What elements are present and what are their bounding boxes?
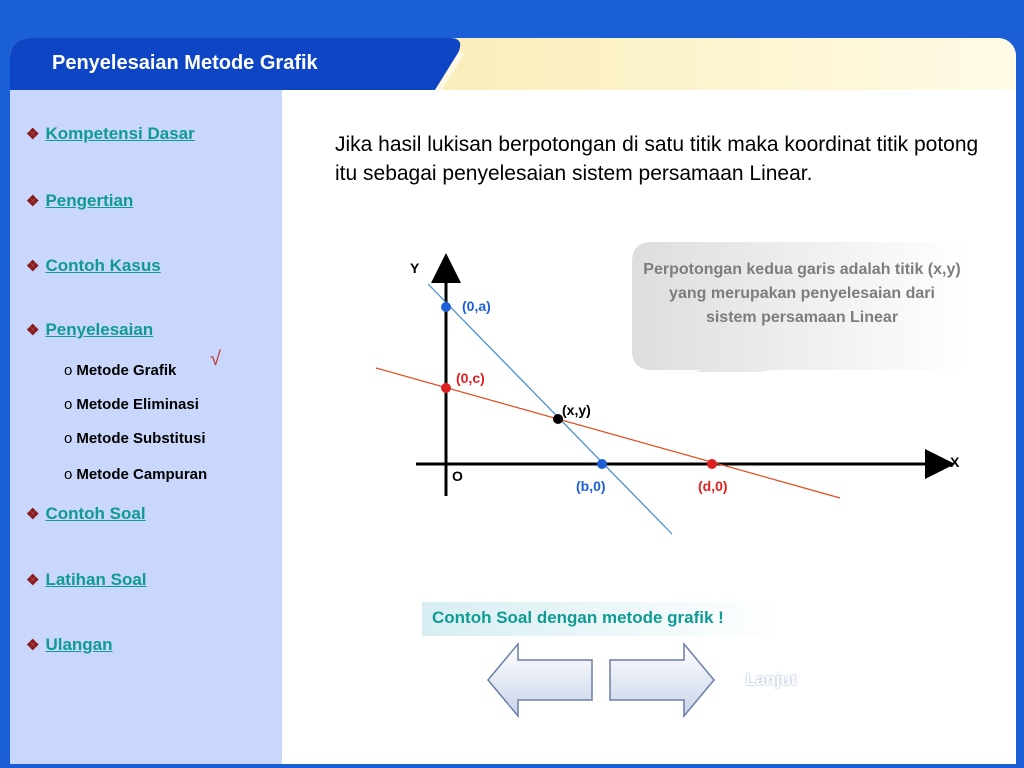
sidebar-item-contoh-soal[interactable]: [26, 504, 146, 524]
sidebar-item-penyelesaian[interactable]: [26, 320, 153, 340]
intro-text: Jika hasil lukisan berpotongan di satu titik maka koordinat titik potong itu sebagai penyelesaian sistem persamaan Linear.: [335, 133, 979, 185]
sidebar-item-label: Contoh Soal: [45, 504, 146, 523]
example-label: Contoh Soal dengan metode grafik !: [432, 608, 724, 627]
back-button[interactable]: [486, 642, 596, 718]
label-x-y: (x,y): [562, 402, 591, 418]
sidebar-item-label: Pengertian: [45, 191, 134, 210]
slide-frame: [10, 38, 1016, 764]
sidebar-item-pengertian[interactable]: [26, 191, 133, 211]
diamond-bullet-icon: ❖: [26, 506, 40, 523]
sidebar-item-label: Penyelesaian: [45, 320, 154, 339]
checkmark-icon: √: [210, 348, 221, 370]
sub-marker: o: [64, 362, 73, 379]
blue-line: [428, 284, 672, 534]
sidebar-item-ulangan[interactable]: [26, 635, 113, 655]
label-0-a: (0,a): [462, 298, 491, 314]
page-title: Penyelesaian Metode Grafik: [52, 52, 318, 74]
diamond-bullet-icon: ❖: [26, 572, 40, 589]
sidebar-item-latihan-soal[interactable]: [26, 570, 147, 590]
origin-label: O: [452, 468, 463, 484]
diamond-bullet-icon: ❖: [26, 126, 40, 143]
sub-item-label: Metode Grafik: [76, 362, 177, 379]
point-0-a: [441, 302, 451, 312]
sub-item-metode-eliminasi[interactable]: [64, 396, 199, 413]
right-arrow-icon: [606, 642, 716, 718]
sidebar-item-contoh-kasus[interactable]: [26, 256, 161, 276]
intersection-diagram: [360, 248, 960, 588]
sub-item-metode-substitusi[interactable]: [64, 430, 206, 447]
point-b-0: [597, 459, 607, 469]
left-arrow-icon: [486, 642, 596, 718]
y-axis-label: Y: [410, 260, 420, 276]
example-banner: [422, 602, 782, 636]
next-button[interactable]: [606, 642, 797, 718]
sidebar: [10, 90, 282, 764]
label-0-c: (0,c): [456, 370, 485, 386]
diamond-bullet-icon: ❖: [26, 193, 40, 210]
sub-marker: o: [64, 466, 73, 483]
sub-item-metode-campuran[interactable]: [64, 466, 207, 483]
sub-marker: o: [64, 430, 73, 447]
label-b-0: (b,0): [576, 478, 606, 494]
sidebar-item-label: Contoh Kasus: [45, 256, 161, 275]
sidebar-item-label: Latihan Soal: [45, 570, 147, 589]
sub-item-metode-grafik[interactable]: [64, 362, 176, 379]
sidebar-item-label: Kompetensi Dasar: [45, 124, 195, 143]
point-d-0: [707, 459, 717, 469]
x-axis-label: X: [950, 454, 960, 470]
next-button-label: Lanjut: [745, 670, 797, 689]
callout-text: Perpotongan kedua garis adalah titik (x,y) yang merupakan penyelesaian dari sistem persamaan Linear: [643, 261, 961, 326]
title-bar: [10, 38, 1016, 90]
sidebar-item-label: Ulangan: [45, 635, 113, 654]
diamond-bullet-icon: ❖: [26, 322, 40, 339]
sub-item-label: Metode Eliminasi: [76, 396, 199, 413]
label-d-0: (d,0): [698, 478, 728, 494]
point-0-c: [441, 383, 451, 393]
sub-item-label: Metode Campuran: [76, 466, 208, 483]
diamond-bullet-icon: ❖: [26, 258, 40, 275]
sub-item-label: Metode Substitusi: [76, 430, 206, 447]
sub-marker: o: [64, 396, 73, 413]
diamond-bullet-icon: ❖: [26, 637, 40, 654]
sidebar-item-kompetensi-dasar[interactable]: [26, 124, 195, 144]
